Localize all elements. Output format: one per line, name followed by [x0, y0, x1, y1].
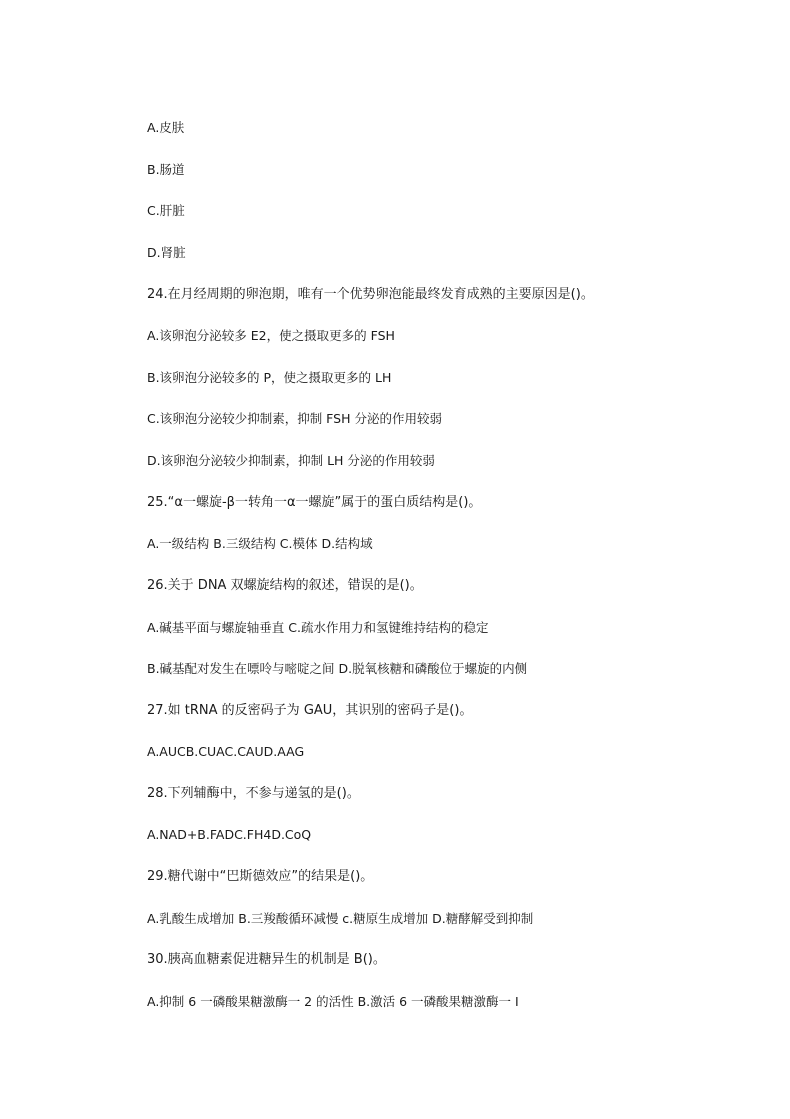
question-24: 24.在月经周期的卵泡期，唯有一个优势卵泡能最终发育成熟的主要原因是()。 [147, 287, 594, 302]
q24-option-b: B.该卵泡分泌较多的 P，使之摄取更多的 LH [147, 370, 392, 385]
q26-options-bd: B.碱基配对发生在嘌呤与嘧啶之间 D.脱氧核糖和磷酸位于螺旋的内侧 [147, 661, 528, 676]
q30-options: A.抑制 6 一磷酸果糖激酶一 2 的活性 B.激活 6 一磷酸果糖激酶一 I [147, 994, 519, 1009]
option-b-intestine: B.肠道 [147, 162, 185, 177]
q24-option-a: A.该卵泡分泌较多 E2，使之摄取更多的 FSH [147, 328, 395, 343]
option-a-skin: A.皮肤 [147, 120, 185, 135]
q24-option-c: C.该卵泡分泌较少抑制素，抑制 FSH 分泌的作用较弱 [147, 411, 442, 426]
question-27: 27.如 tRNA 的反密码子为 GAU，其识别的密码子是()。 [147, 703, 473, 718]
option-c-liver: C.肝脏 [147, 203, 185, 218]
q28-options: A.NAD+B.FADC.FH4D.CoQ [147, 827, 312, 842]
question-25: 25.“α一螺旋-β一转角一α一螺旋”属于的蛋白质结构是()。 [147, 495, 482, 510]
question-26: 26.关于 DNA 双螺旋结构的叙述，错误的是()。 [147, 578, 423, 593]
q24-option-d: D.该卵泡分泌较少抑制素，抑制 LH 分泌的作用较弱 [147, 453, 435, 468]
q29-options: A.乳酸生成增加 B.三羧酸循环减慢 c.糖原生成增加 D.糖酵解受到抑制 [147, 911, 534, 926]
q26-options-ac: A.碱基平面与螺旋轴垂直 C.疏水作用力和氢键维持结构的稳定 [147, 620, 489, 635]
question-28: 28.下列辅酶中，不参与递氢的是()。 [147, 786, 360, 801]
q25-options: A.一级结构 B.三级结构 C.模体 D.结构域 [147, 536, 373, 551]
q27-options: A.AUCB.CUAC.CAUD.AAG [147, 744, 305, 759]
question-29: 29.糖代谢中“巴斯德效应”的结果是()。 [147, 869, 374, 884]
question-30: 30.胰高血糖素促进糖异生的机制是 B()。 [147, 952, 386, 967]
option-d-kidney: D.肾脏 [147, 245, 186, 260]
